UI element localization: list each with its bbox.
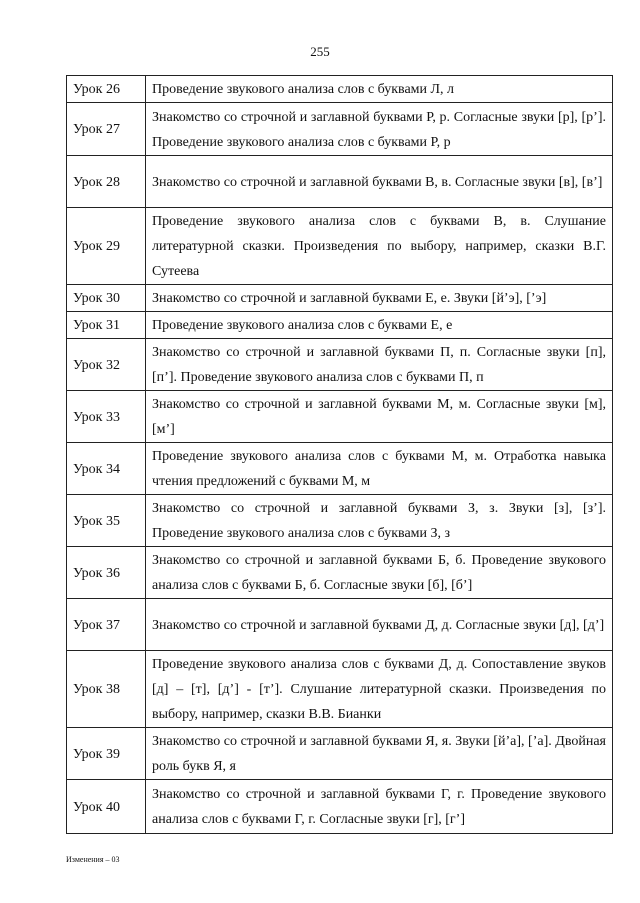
lesson-description: Знакомство со строчной и заглавной буквами Б, б. Проведение звукового анализа слов с буквами Б, б. Согласные звуки [б], [б’]	[146, 547, 613, 599]
table-row	[67, 599, 613, 651]
table-row	[67, 547, 613, 599]
lesson-description: Знакомство со строчной и заглавной буквами В, в. Согласные звуки [в], [в’]	[146, 156, 613, 208]
lesson-label: Урок 34	[67, 443, 146, 495]
lesson-label: Урок 40	[67, 780, 146, 834]
lesson-label: Урок 26	[67, 76, 146, 103]
lesson-description: Знакомство со строчной и заглавной буквами Г, г. Проведение звукового анализа слов с буквами Г, г. Согласные звуки [г], [г’]	[146, 780, 613, 834]
table-row	[67, 103, 613, 156]
lesson-description: Проведение звукового анализа слов с буквами Д, д. Сопоставление звуков [д] – [т], [д’] - [т’]. Слушание литературной сказки. Произведения по выбору, например, сказки В.В. Бианки	[146, 651, 613, 728]
lesson-description: Знакомство со строчной и заглавной буквами Е, е. Звуки [й’э], [’э]	[146, 285, 613, 312]
lesson-description: Проведение звукового анализа слов с буквами В, в. Слушание литературной сказки. Произведения по выбору, например, сказки В.Г. Сутеева	[146, 208, 613, 285]
lesson-label: Урок 37	[67, 599, 146, 651]
lesson-label: Урок 28	[67, 156, 146, 208]
lesson-description: Знакомство со строчной и заглавной буквами М, м. Согласные звуки [м], [м’]	[146, 391, 613, 443]
table-row	[67, 339, 613, 391]
lesson-description: Проведение звукового анализа слов с буквами М, м. Отработка навыка чтения предложений с буквами М, м	[146, 443, 613, 495]
lesson-description: Знакомство со строчной и заглавной буквами Д, д. Согласные звуки [д], [д’]	[146, 599, 613, 651]
lesson-description: Проведение звукового анализа слов с буквами Л, л	[146, 76, 613, 103]
table-row	[67, 728, 613, 780]
lesson-description: Знакомство со строчной и заглавной буквами Я, я. Звуки [й’а], [’а]. Двойная роль букв Я, я	[146, 728, 613, 780]
lesson-label: Урок 27	[67, 103, 146, 156]
lesson-label: Урок 39	[67, 728, 146, 780]
table-row	[67, 391, 613, 443]
lesson-description: Проведение звукового анализа слов с буквами Е, е	[146, 312, 613, 339]
table-row	[67, 443, 613, 495]
table-row	[67, 156, 613, 208]
table-row	[67, 208, 613, 285]
table-row	[67, 495, 613, 547]
lesson-description: Знакомство со строчной и заглавной буквами Р, р. Согласные звуки [р], [р’]. Проведение звукового анализа слов с буквами Р, р	[146, 103, 613, 156]
page-number: 255	[310, 44, 330, 59]
table-row	[67, 312, 613, 339]
lesson-label: Урок 32	[67, 339, 146, 391]
lesson-label: Урок 36	[67, 547, 146, 599]
lesson-label: Урок 29	[67, 208, 146, 285]
table-row	[67, 76, 613, 103]
lesson-label: Урок 30	[67, 285, 146, 312]
table-row	[67, 780, 613, 834]
lesson-label: Урок 33	[67, 391, 146, 443]
lesson-description: Знакомство со строчной и заглавной буквами П, п. Согласные звуки [п], [п’]. Проведение звукового анализа слов с буквами П, п	[146, 339, 613, 391]
lesson-label: Урок 35	[67, 495, 146, 547]
lesson-label: Урок 31	[67, 312, 146, 339]
lesson-description: Знакомство со строчной и заглавной буквами З, з. Звуки [з], [з’]. Проведение звукового анализа слов с буквами З, з	[146, 495, 613, 547]
table-row	[67, 651, 613, 728]
lesson-label: Урок 38	[67, 651, 146, 728]
revision-footer: Изменения – 03	[66, 855, 120, 864]
lesson-plan-table	[66, 75, 613, 834]
table-row	[67, 285, 613, 312]
